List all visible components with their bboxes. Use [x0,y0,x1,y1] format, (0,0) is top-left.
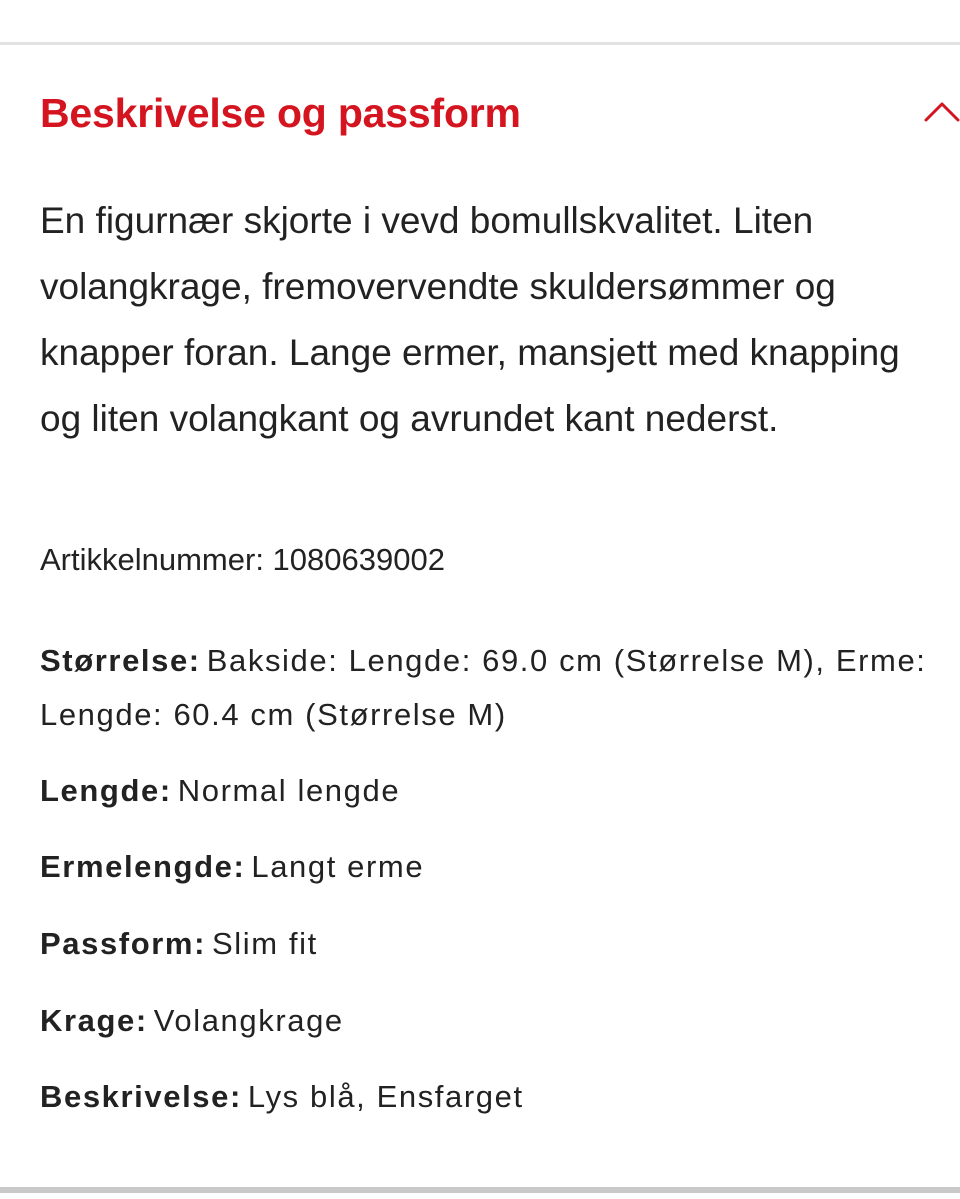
attribute-label: Størrelse: [40,643,201,678]
bottom-divider [0,1187,960,1193]
attribute-fit [40,917,940,971]
attribute-value: Langt erme [251,849,425,884]
attribute-collar [40,994,940,1048]
attribute-label: Ermelengde: [40,849,246,884]
attribute-value: Normal lengde [177,773,401,808]
attribute-value: Slim fit [212,926,318,961]
attribute-size [40,634,940,742]
attribute-value: Lys blå, Ensfarget [247,1079,524,1114]
attribute-label: Krage: [40,1003,148,1038]
top-divider [0,42,960,45]
attribute-value: Bakside: Lengde: 69.0 cm (Størrelse M), Erme: Lengde: 60.4 cm (Størrelse M) [40,643,927,732]
attribute-label: Beskrivelse: [40,1079,242,1114]
product-description: En figurnær skjorte i vevd bomullskvalitet. Liten volangkrage, fremovervendte skuldersømmer og knapper foran. Lange ermer, mansjett med knapping og liten volangkant og avrundet kant nederst. [40,200,900,439]
attribute-label: Passform: [40,926,207,961]
article-number: Artikkelnummer: 1080639002 [40,542,445,577]
attribute-length [40,764,940,818]
attribute-label: Lengde: [40,773,172,808]
section-title: Beskrivelse og passform [40,90,521,136]
attribute-sleeve-length [40,840,940,894]
attribute-description [40,1070,940,1124]
attribute-value: Volangkrage [153,1003,344,1038]
chevron-up-icon[interactable] [922,96,960,126]
accordion-header-description[interactable] [0,80,960,150]
